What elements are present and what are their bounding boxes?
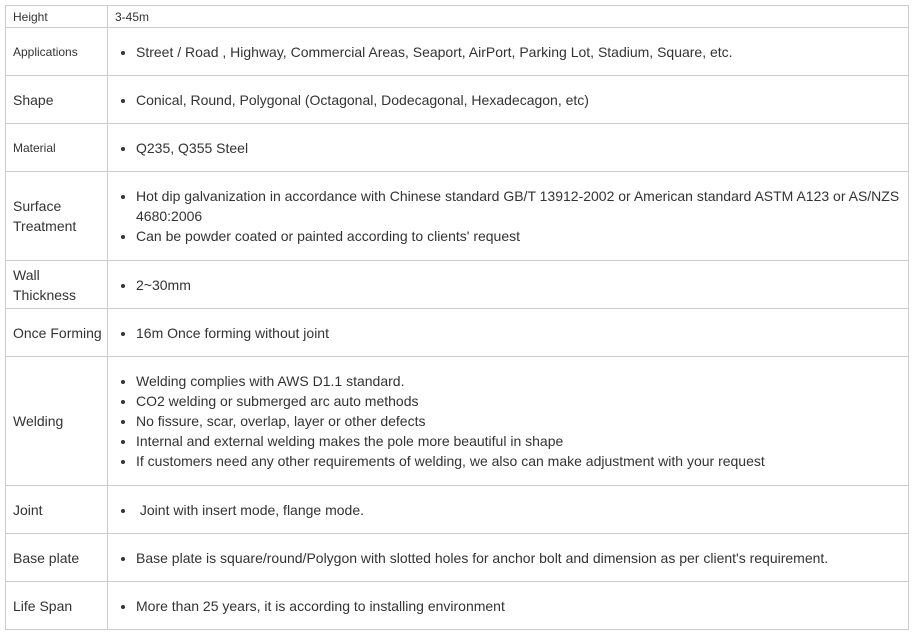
row-label: Surface Treatment	[6, 172, 108, 261]
bullet-list	[120, 138, 904, 158]
bullet-list	[120, 275, 904, 295]
list-item: • Can be powder coated or painted according to clients' request	[136, 226, 904, 246]
list-item: • 2~30mm	[136, 275, 904, 295]
table-row-joint	[6, 486, 909, 534]
bullet-list	[120, 548, 904, 568]
row-value	[108, 309, 909, 357]
row-value	[108, 486, 909, 534]
row-label: Shape	[6, 76, 108, 124]
row-label: Material	[6, 124, 108, 172]
row-value	[108, 534, 909, 582]
table-row-shape	[6, 76, 909, 124]
table-row-welding	[6, 357, 909, 486]
list-item: • Conical, Round, Polygonal (Octagonal, Dodecagonal, Hexadecagon, etc)	[136, 90, 904, 110]
row-label: Height	[6, 6, 108, 28]
row-label: Wall Thickness	[6, 261, 108, 309]
row-label: Welding	[6, 357, 108, 486]
row-value	[108, 76, 909, 124]
list-item: • 16m Once forming without joint	[136, 323, 904, 343]
list-item: • No fissure, scar, overlap, layer or other defects	[136, 411, 904, 431]
table-row-once-forming	[6, 309, 909, 357]
bullet-list	[120, 42, 904, 62]
list-item: • Hot dip galvanization in accordance with Chinese standard GB/T 13912-2002 or American standard ASTM A123 or AS/NZS 4680:2006	[136, 186, 904, 226]
row-label: Applications	[6, 28, 108, 76]
table-row-applications	[6, 28, 909, 76]
table-row-base-plate	[6, 534, 909, 582]
row-value: 3-45m	[108, 6, 909, 28]
row-label: Joint	[6, 486, 108, 534]
row-value	[108, 28, 909, 76]
row-label: Once Forming	[6, 309, 108, 357]
bullet-list	[120, 90, 904, 110]
list-item: • Joint with insert mode, flange mode.	[136, 500, 904, 520]
list-item: • Street / Road , Highway, Commercial Areas, Seaport, AirPort, Parking Lot, Stadium, Square, etc.	[136, 42, 904, 62]
bullet-list	[120, 323, 904, 343]
list-item: • CO2 welding or submerged arc auto methods	[136, 391, 904, 411]
table-row-life-span	[6, 582, 909, 630]
row-value	[108, 357, 909, 486]
bullet-list	[120, 371, 904, 471]
row-value	[108, 124, 909, 172]
bullet-list	[120, 500, 904, 520]
list-item: • More than 25 years, it is according to installing environment	[136, 596, 904, 616]
table-row-wall-thickness	[6, 261, 909, 309]
row-value	[108, 261, 909, 309]
bullet-list	[120, 186, 904, 246]
table-row-height	[6, 6, 909, 28]
row-label: Life Span	[6, 582, 108, 630]
row-value	[108, 172, 909, 261]
table-row-material	[6, 124, 909, 172]
row-value	[108, 582, 909, 630]
list-item: • Q235, Q355 Steel	[136, 138, 904, 158]
list-item: • Welding complies with AWS D1.1 standard.	[136, 371, 904, 391]
list-item: • Internal and external welding makes the pole more beautiful in shape	[136, 431, 904, 451]
row-label: Base plate	[6, 534, 108, 582]
list-item: • Base plate is square/round/Polygon with slotted holes for anchor bolt and dimension as per client's requirement.	[136, 548, 904, 568]
specification-table	[5, 5, 909, 630]
list-item: • If customers need any other requirements of welding, we also can make adjustment with your request	[136, 451, 904, 471]
bullet-list	[120, 596, 904, 616]
table-row-surface-treatment	[6, 172, 909, 261]
